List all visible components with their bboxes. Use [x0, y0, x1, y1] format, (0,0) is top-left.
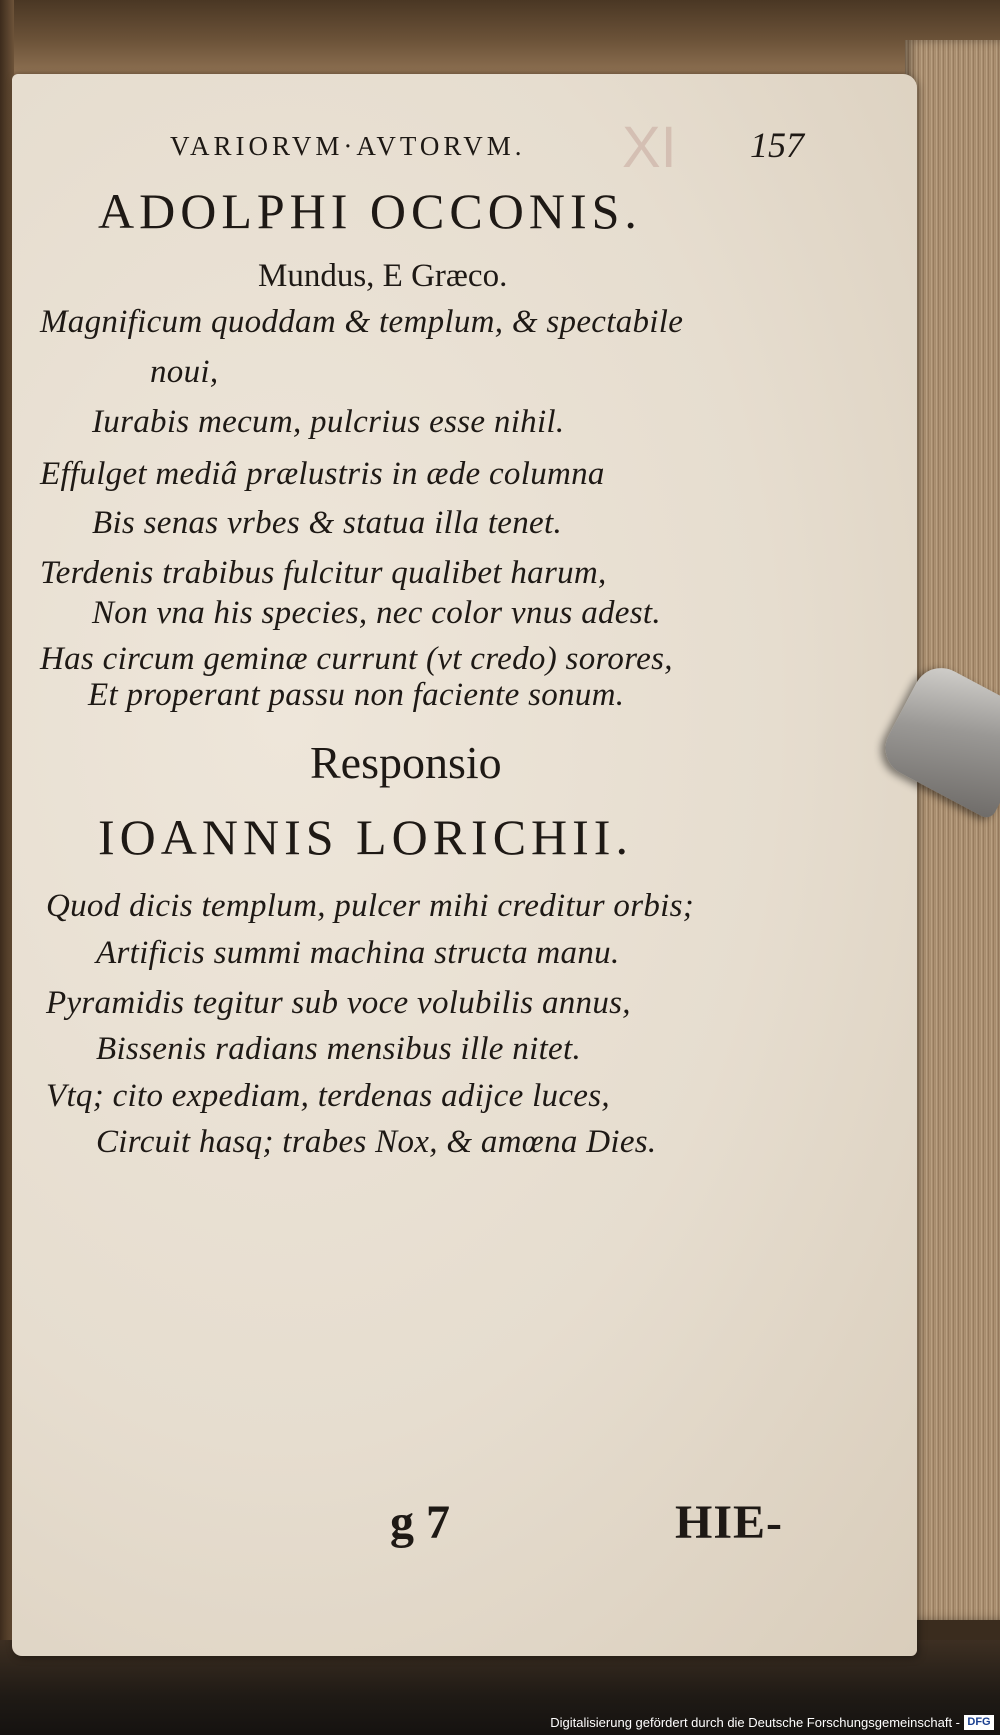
signature-mark: g 7	[390, 1496, 450, 1549]
folio-number: 157	[750, 125, 804, 165]
verse-line: Bis senas vrbes & statua illa tenet.	[92, 505, 563, 541]
author-heading: ADOLPHI OCCONIS.	[98, 183, 642, 239]
verse-line: Quod dicis templum, pulcer mihi creditur orbis;	[46, 888, 695, 924]
book-fore-edge	[905, 40, 1000, 1620]
running-head: VARIORVM·AVTORVM.	[170, 131, 526, 161]
verse-line: noui,	[150, 354, 219, 390]
credit-bar	[0, 1712, 1000, 1735]
verse-line: Has circum geminæ currunt (vt credo) sorores,	[40, 641, 673, 677]
verse-line: Pyramidis tegitur sub voce volubilis annus,	[46, 985, 631, 1021]
verse-line: Effulget mediâ prælustris in æde columna	[40, 456, 605, 492]
verse-line: Terdenis trabibus fulcitur qualibet harum,	[40, 555, 607, 591]
verse-line: Magnificum quoddam & templum, & spectabile	[40, 304, 684, 340]
verse-line: Iurabis mecum, pulcrius esse nihil.	[92, 404, 565, 440]
funding-credit: Digitalisierung gefördert durch die Deutsche Forschungsgemeinschaft -	[550, 1715, 960, 1730]
verse-line: Bissenis radians mensibus ille nitet.	[96, 1031, 582, 1067]
verse-line: Et properant passu non faciente sonum.	[88, 677, 625, 713]
verse-line: Non vna his species, nec color vnus adest.	[92, 595, 661, 631]
respondent-heading: IOANNIS LORICHII.	[98, 809, 633, 865]
poem-title: Mundus, E Græco.	[258, 258, 508, 294]
verse-line: Vtq; cito expediam, terdenas adijce luces,	[46, 1078, 610, 1114]
dfg-logo: DFG	[964, 1715, 994, 1730]
verse-line: Circuit hasq; trabes Nox, & amœna Dies.	[96, 1124, 657, 1160]
response-heading: Responsio	[310, 737, 502, 788]
catchword: HIE-	[675, 1496, 784, 1549]
pencil-mark: XI	[622, 115, 677, 180]
verse-line: Artificis summi machina structa manu.	[96, 935, 620, 971]
